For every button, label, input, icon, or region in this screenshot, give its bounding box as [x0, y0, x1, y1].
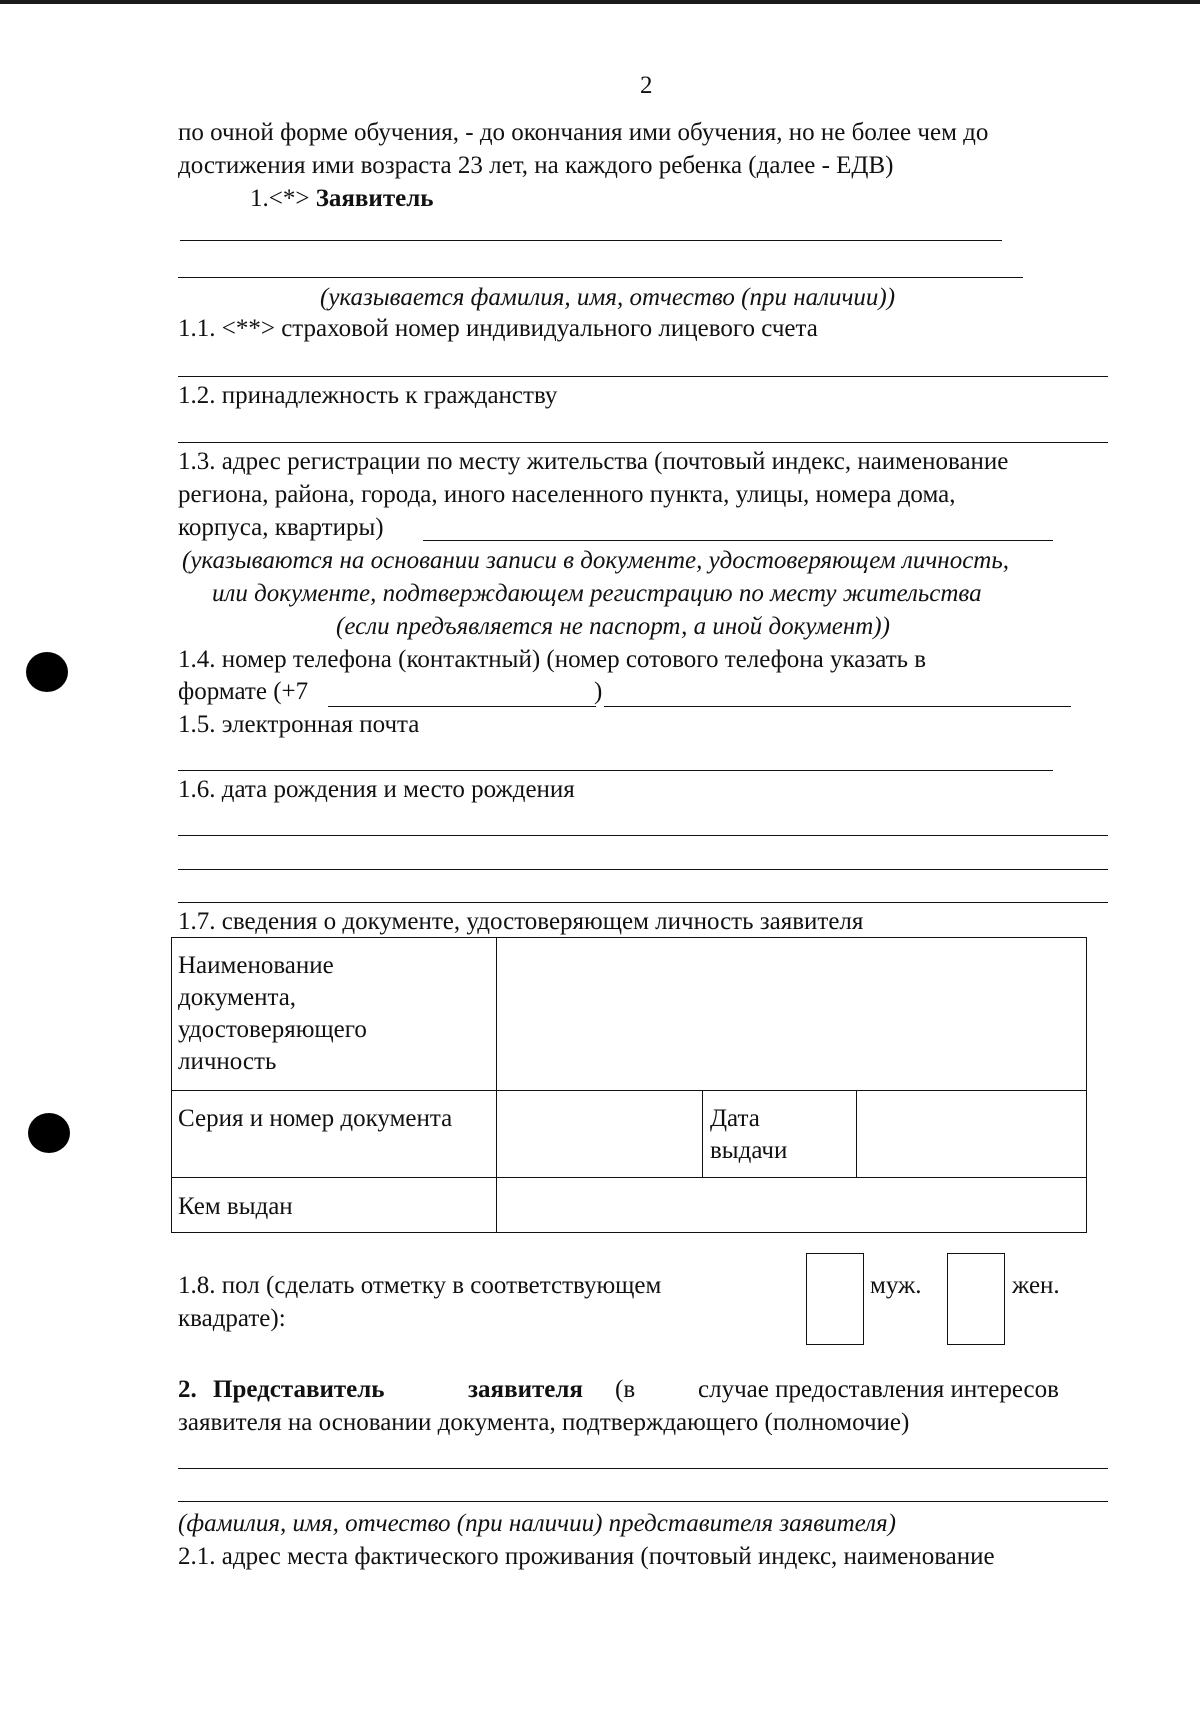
address-hint-3: (если предъявляется не паспорт, а иной документ)) — [336, 613, 890, 640]
gender-label-line-1: 1.8. пол (сделать отметку в соответствующем — [178, 1272, 662, 1299]
email-label: 1.5. электронная почта — [178, 711, 420, 738]
intro-line-2: достижения ими возраста 23 лет, на каждого ребенка (далее - ЕДВ) — [178, 152, 894, 179]
table-border-row2 — [171, 1177, 1087, 1178]
rep-heading-paren: (в — [615, 1376, 636, 1403]
birth-line-2[interactable] — [178, 869, 1108, 870]
birth-line-3[interactable] — [178, 902, 1108, 903]
doc-name-label-1: Наименование — [178, 952, 334, 979]
gender-label-line-2: квадрате): — [178, 1305, 286, 1332]
rep-heading-word-1: Представитель — [213, 1376, 385, 1403]
birth-label: 1.6. дата рождения и место рождения — [178, 776, 575, 803]
table-border-top — [171, 937, 1087, 938]
snils-label: 1.1. <**> страховой номер индивидуального лицевого счета — [178, 315, 818, 342]
gender-male-checkbox[interactable] — [806, 1253, 864, 1345]
phone-number-line[interactable] — [328, 706, 596, 707]
address-label-line-2: региона, района, города, иного населенного пункта, улицы, номера дома, — [178, 481, 956, 508]
punch-hole-bottom — [28, 1113, 70, 1153]
table-border-left — [171, 937, 172, 1232]
address-line[interactable] — [423, 540, 1053, 541]
gender-female-checkbox[interactable] — [947, 1253, 1005, 1345]
doc-date-value[interactable] — [858, 1092, 1084, 1176]
gender-male-label: муж. — [870, 1272, 922, 1299]
doc-series-label: Серия и номер документа — [178, 1105, 453, 1132]
punch-hole-top — [26, 652, 68, 692]
doc-date-label-2: выдачи — [710, 1137, 788, 1164]
intro-line-1: по очной форме обучения, - до окончания ими обучения, но не более чем до — [178, 119, 989, 146]
address-hint-1: (указываются на основании записи в документе, удостоверяющем личность, — [182, 547, 1009, 574]
doc-name-value[interactable] — [498, 939, 1084, 1089]
address-label-line-1: 1.3. адрес регистрации по месту жительства (почтовый индекс, наименование — [178, 448, 1009, 475]
table-border-date-right — [856, 1090, 857, 1177]
table-border-mid — [496, 937, 497, 1232]
applicant-heading-number: 1.<*> — [250, 185, 316, 212]
phone-label-line-1: 1.4. номер телефона (контактный) (номер сотового телефона указать в — [178, 646, 927, 673]
doc-issuer-label: Кем выдан — [178, 1193, 293, 1220]
rep-name-line-1[interactable] — [178, 1468, 1108, 1469]
doc-name-label-3: удостоверяющего — [178, 1016, 367, 1043]
doc-name-label-2: документа, — [178, 984, 297, 1011]
rep-name-hint: (фамилия, имя, отчество (при наличии) представителя заявителя) — [178, 1510, 897, 1537]
id-doc-label: 1.7. сведения о документе, удостоверяющем личность заявителя — [178, 908, 864, 935]
citizenship-line[interactable] — [178, 442, 1108, 443]
table-border-right — [1086, 937, 1087, 1232]
doc-name-label-4: личность — [178, 1048, 277, 1075]
applicant-heading — [250, 183, 433, 215]
rep-heading-rest: случае предоставления интересов — [698, 1376, 1059, 1403]
rep-heading-word-2: заявителя — [468, 1376, 583, 1403]
gender-female-label: жен. — [1012, 1272, 1060, 1299]
scan-edge — [0, 0, 1200, 4]
table-border-date-left — [702, 1090, 703, 1177]
birth-line-1[interactable] — [178, 835, 1108, 836]
snils-line[interactable] — [178, 376, 1108, 377]
table-border-row1 — [171, 1090, 1087, 1091]
doc-date-label — [710, 1103, 787, 1167]
applicant-name-line-2[interactable] — [178, 277, 1023, 278]
applicant-name-hint: (указывается фамилия, имя, отчество (при наличии)) — [320, 284, 896, 311]
table-border-bottom — [171, 1232, 1087, 1233]
applicant-name-line-1[interactable] — [180, 240, 1002, 241]
address-label-line-3: корпуса, квартиры) — [178, 514, 384, 541]
rep-address-label: 2.1. адрес места фактического проживания (почтовый индекс, наименование — [178, 1543, 995, 1570]
phone-close-paren: ) — [594, 678, 603, 705]
address-hint-2: или документе, подтверждающем регистрацию по месту жительства — [212, 580, 982, 607]
phone-label-prefix: формате (+7 — [178, 678, 309, 705]
page-number: 2 — [640, 72, 653, 99]
doc-series-value[interactable] — [498, 1092, 700, 1176]
rep-line-2: заявителя на основании документа, подтверждающего (полномочие) — [178, 1409, 910, 1436]
citizenship-label: 1.2. принадлежность к гражданству — [178, 382, 558, 409]
phone-extra-line[interactable] — [604, 706, 1071, 707]
doc-issuer-value[interactable] — [498, 1179, 1084, 1231]
applicant-heading-title: Заявитель — [315, 185, 434, 212]
doc-date-label-1: Дата — [710, 1105, 760, 1132]
email-line[interactable] — [178, 770, 1053, 771]
rep-name-line-2[interactable] — [178, 1501, 1108, 1502]
rep-number: 2. — [178, 1376, 197, 1403]
doc-name-label — [178, 950, 367, 1078]
